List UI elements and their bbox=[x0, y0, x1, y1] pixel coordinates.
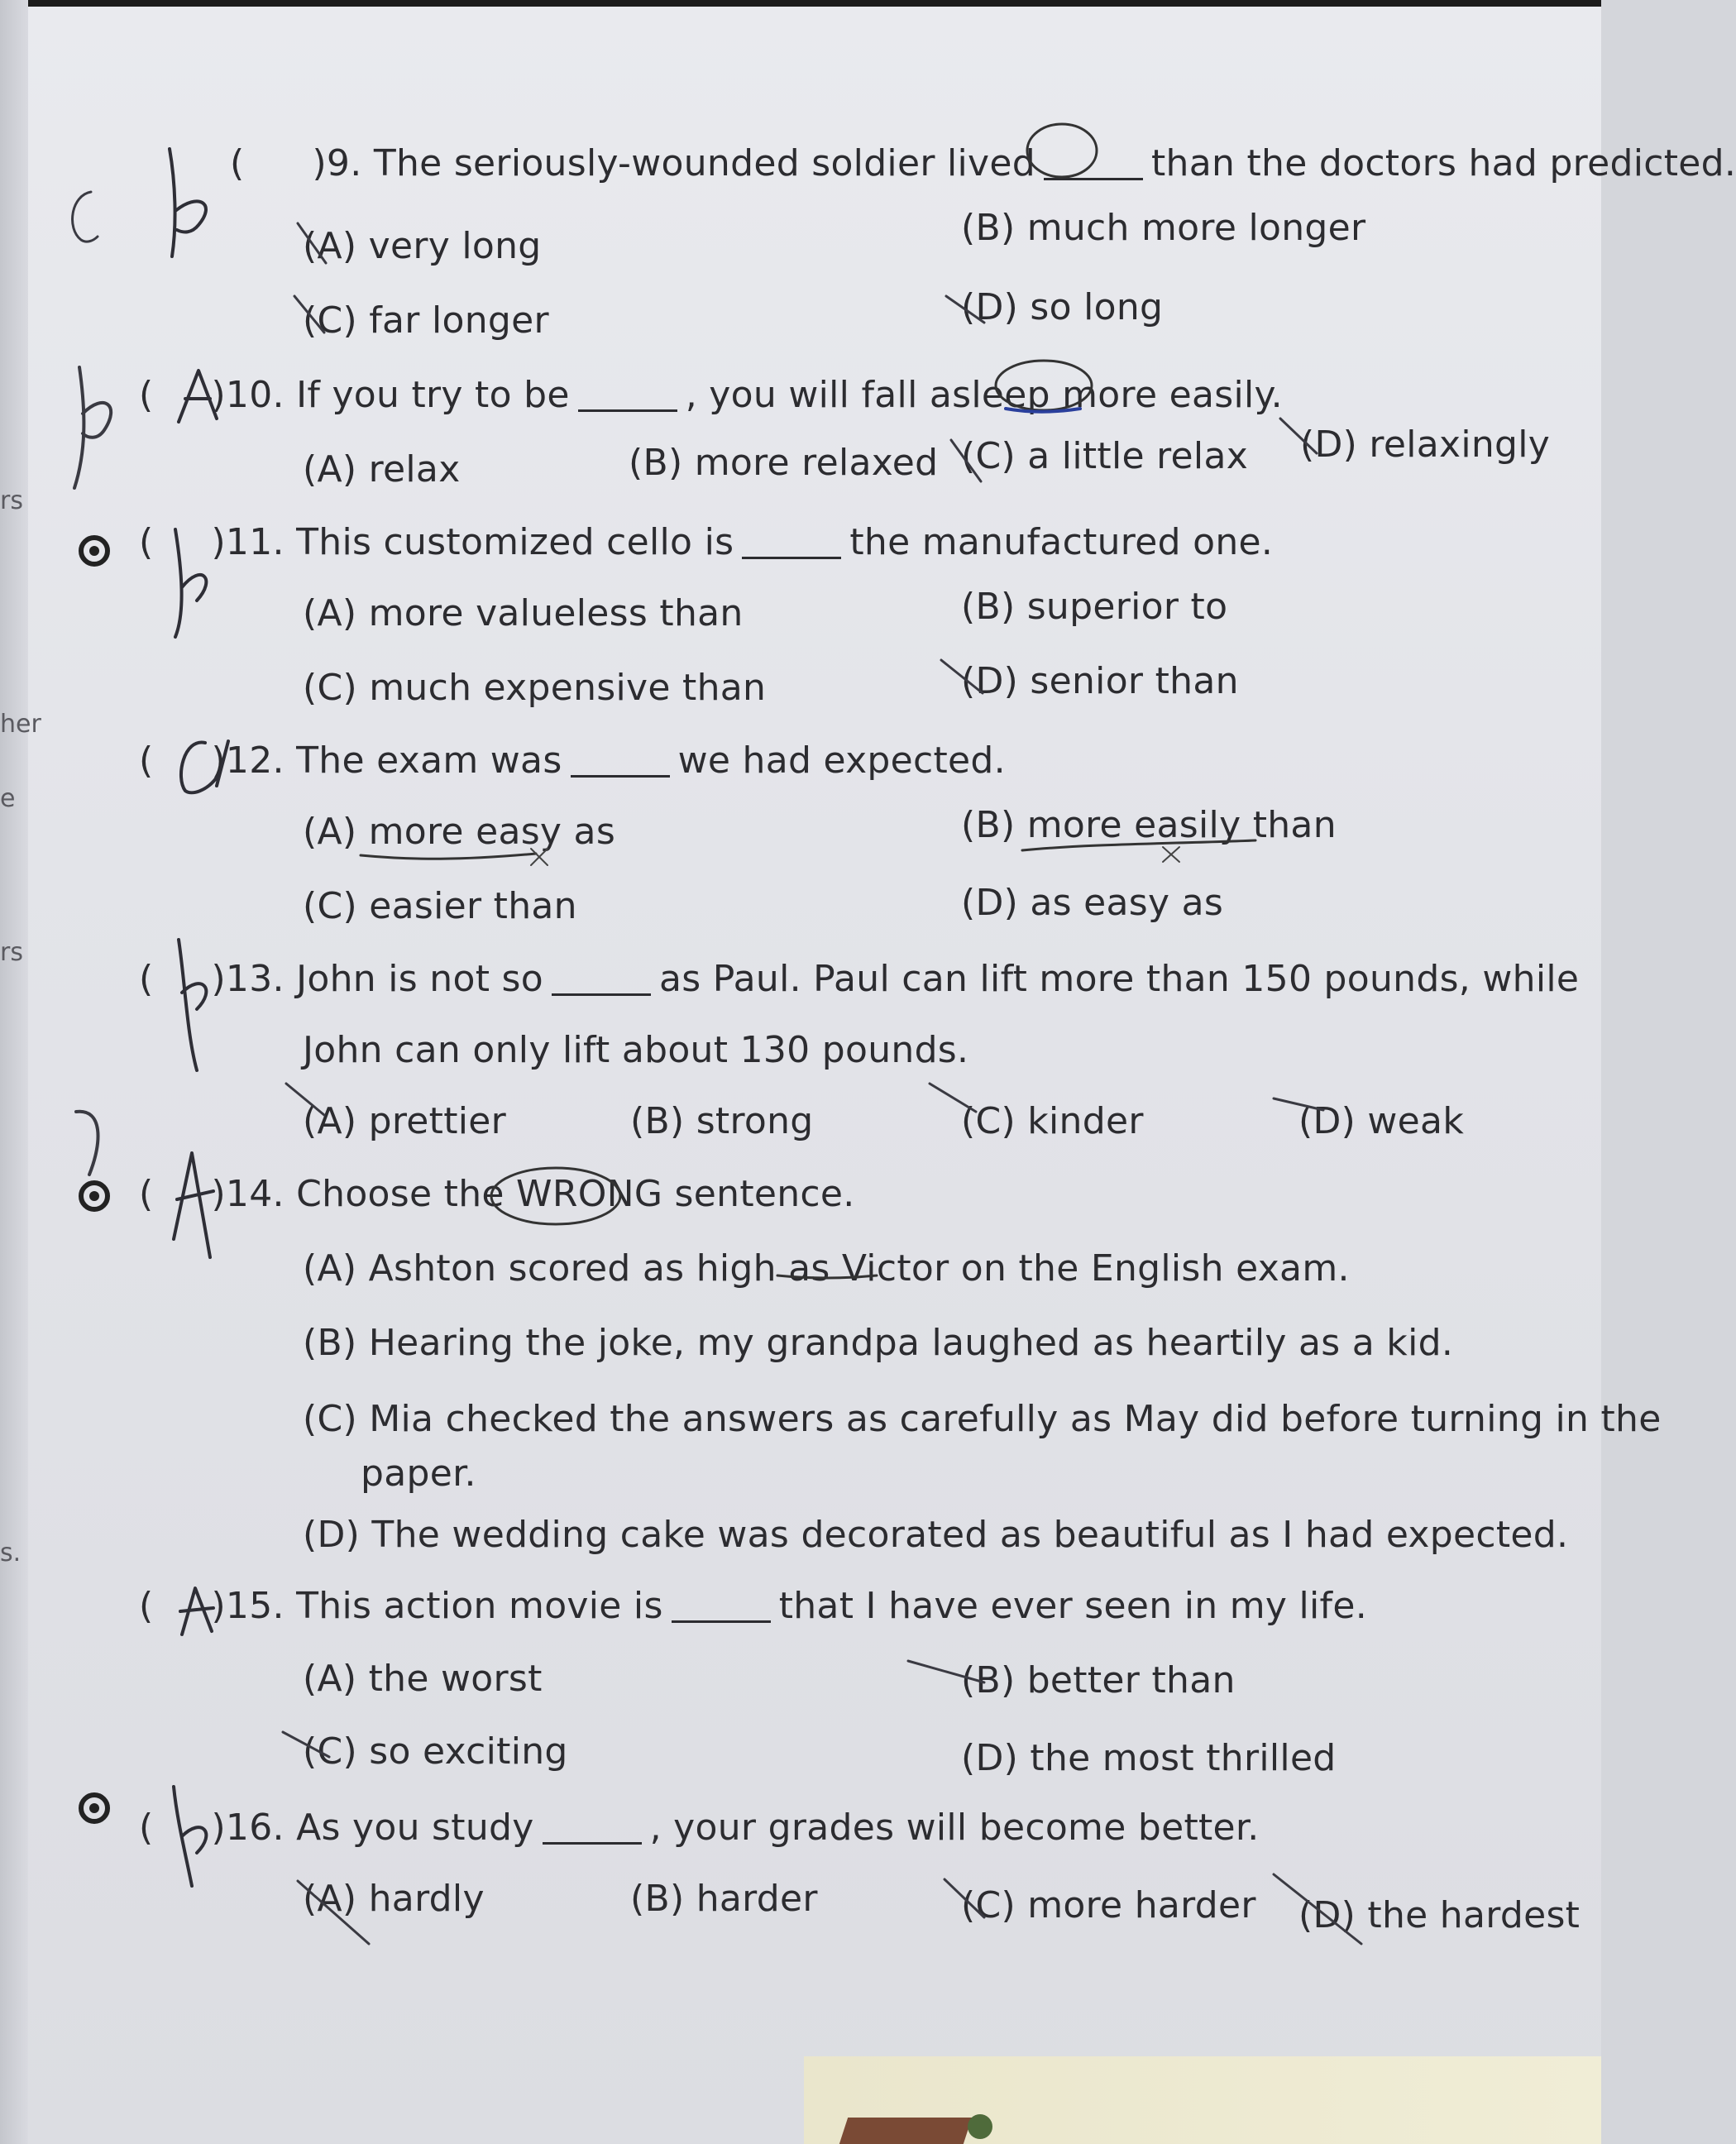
margin-fragment: rs bbox=[0, 486, 23, 515]
answer-blank bbox=[552, 993, 651, 996]
answer-paren-open: ( bbox=[230, 142, 245, 184]
option-a: (A) more valueless than bbox=[303, 592, 744, 634]
answer-paren-open: ( bbox=[139, 1173, 154, 1215]
question-text: If you try to be bbox=[296, 374, 570, 416]
option-b: (B) better than bbox=[961, 1659, 1236, 1701]
question-number: )10. bbox=[211, 374, 285, 416]
question-text: As you study bbox=[296, 1807, 534, 1849]
question-number: )16. bbox=[211, 1807, 285, 1849]
question-15 bbox=[139, 1585, 1367, 1627]
question-number: )14. bbox=[211, 1173, 285, 1215]
option-b: (B) superior to bbox=[961, 586, 1228, 628]
answer-paren-open: ( bbox=[139, 374, 154, 416]
question-number: )13. bbox=[211, 958, 285, 1000]
option-c: (C) easier than bbox=[303, 885, 577, 927]
margin-fragment: s. bbox=[0, 1539, 22, 1567]
option-a: (A) prettier bbox=[303, 1100, 507, 1142]
x-mark bbox=[1163, 847, 1179, 862]
option-d: (D) senior than bbox=[961, 660, 1239, 702]
option-d: (D) The wedding cake was decorated as beautiful as I had expected. bbox=[303, 1514, 1569, 1556]
answer-blank bbox=[1044, 178, 1143, 180]
handwritten-margin-c bbox=[73, 192, 98, 242]
answer-paren-open: ( bbox=[139, 1807, 154, 1849]
handwritten-margin-mark bbox=[76, 1112, 98, 1175]
option-c-continued: paper. bbox=[361, 1452, 476, 1495]
option-c: (C) so exciting bbox=[303, 1730, 568, 1773]
question-number: )12. bbox=[211, 739, 285, 782]
question-text-after: , your grades will become better. bbox=[649, 1807, 1260, 1849]
answer-paren-open: ( bbox=[139, 739, 154, 782]
question-text: The exam was bbox=[296, 739, 562, 782]
option-a: (A) relax bbox=[303, 448, 461, 491]
question-number: )9. bbox=[312, 142, 362, 184]
answer-blank bbox=[578, 409, 677, 412]
photo-top-edge bbox=[0, 0, 1601, 7]
option-d: (D) the most thrilled bbox=[961, 1737, 1337, 1779]
option-b: (B) more easily than bbox=[961, 804, 1337, 846]
answer-blank bbox=[543, 1842, 642, 1845]
handwritten-answer-b bbox=[170, 149, 206, 256]
question-text-after: that I have ever seen in my life. bbox=[778, 1585, 1368, 1627]
option-c: (C) far longer bbox=[303, 299, 549, 342]
corner-illustration bbox=[839, 2118, 972, 2144]
question-text: This action movie is bbox=[296, 1585, 663, 1627]
question-11 bbox=[139, 521, 1273, 563]
question-text: This customized cello is bbox=[296, 521, 734, 563]
bullet-circle-icon bbox=[81, 1795, 108, 1821]
handwritten-margin-b bbox=[74, 367, 111, 488]
answer-paren-open: ( bbox=[139, 521, 154, 563]
answer-blank bbox=[742, 557, 841, 559]
margin-fragment: rs bbox=[0, 938, 23, 967]
margin-fragment: her bbox=[0, 710, 41, 739]
answer-paren-open: ( bbox=[139, 1585, 154, 1627]
question-text-after: , you will fall asleep more easily. bbox=[685, 374, 1283, 416]
question-text-after: the manufactured one. bbox=[849, 521, 1274, 563]
option-c: (C) a little relax bbox=[961, 435, 1249, 477]
question-text: The seriously-wounded soldier lived bbox=[373, 142, 1035, 184]
question-text: Choose the WRONG sentence. bbox=[296, 1173, 855, 1215]
option-c: (C) kinder bbox=[961, 1100, 1144, 1142]
option-d: (D) relaxingly bbox=[1300, 424, 1551, 466]
page-gutter-shadow bbox=[0, 0, 28, 2144]
margin-fragment: e bbox=[0, 784, 16, 813]
question-text-after: than the doctors had predicted. bbox=[1151, 142, 1736, 184]
answer-blank bbox=[672, 1620, 771, 1623]
question-14 bbox=[139, 1173, 855, 1215]
underline-mark bbox=[361, 854, 536, 859]
option-c: (C) much expensive than bbox=[303, 667, 767, 709]
option-d: (D) the hardest bbox=[1298, 1894, 1581, 1936]
question-text-continued: John can only lift about 130 pounds. bbox=[303, 1029, 969, 1071]
option-b: (B) strong bbox=[630, 1100, 814, 1142]
answer-blank bbox=[571, 775, 670, 778]
question-number: )15. bbox=[211, 1585, 285, 1627]
option-b: (B) much more longer bbox=[961, 207, 1366, 249]
option-a: (A) very long bbox=[303, 225, 542, 267]
question-text: John is not so bbox=[296, 958, 543, 1000]
option-d: (D) as easy as bbox=[961, 882, 1224, 924]
question-13 bbox=[139, 958, 1579, 1000]
question-10 bbox=[139, 374, 1283, 416]
option-b: (B) harder bbox=[630, 1878, 818, 1920]
question-number: )11. bbox=[211, 521, 285, 563]
question-text-after: as Paul. Paul can lift more than 150 pounds, while bbox=[659, 958, 1580, 1000]
question-12 bbox=[139, 739, 1006, 782]
question-16 bbox=[139, 1807, 1260, 1849]
corner-illustration-detail bbox=[968, 2114, 992, 2139]
question-text-after: we had expected. bbox=[677, 739, 1006, 782]
option-a: (A) the worst bbox=[303, 1658, 543, 1700]
option-a: (A) more easy as bbox=[303, 811, 616, 853]
option-c: (C) Mia checked the answers as carefully as May did before turning in the bbox=[303, 1398, 1662, 1440]
question-9 bbox=[230, 142, 1736, 184]
option-b: (B) Hearing the joke, my grandpa laughed as heartily as a kid. bbox=[303, 1322, 1454, 1364]
option-d: (D) so long bbox=[961, 286, 1164, 328]
option-c: (C) more harder bbox=[961, 1884, 1256, 1926]
option-d: (D) weak bbox=[1298, 1100, 1465, 1142]
bullet-circle-icon bbox=[81, 1183, 108, 1209]
option-a: (A) hardly bbox=[303, 1878, 485, 1920]
option-a: (A) Ashton scored as high as Victor on the English exam. bbox=[303, 1247, 1350, 1290]
answer-paren-open: ( bbox=[139, 958, 154, 1000]
bullet-circle-icon bbox=[81, 538, 108, 564]
option-b: (B) more relaxed bbox=[629, 442, 939, 484]
